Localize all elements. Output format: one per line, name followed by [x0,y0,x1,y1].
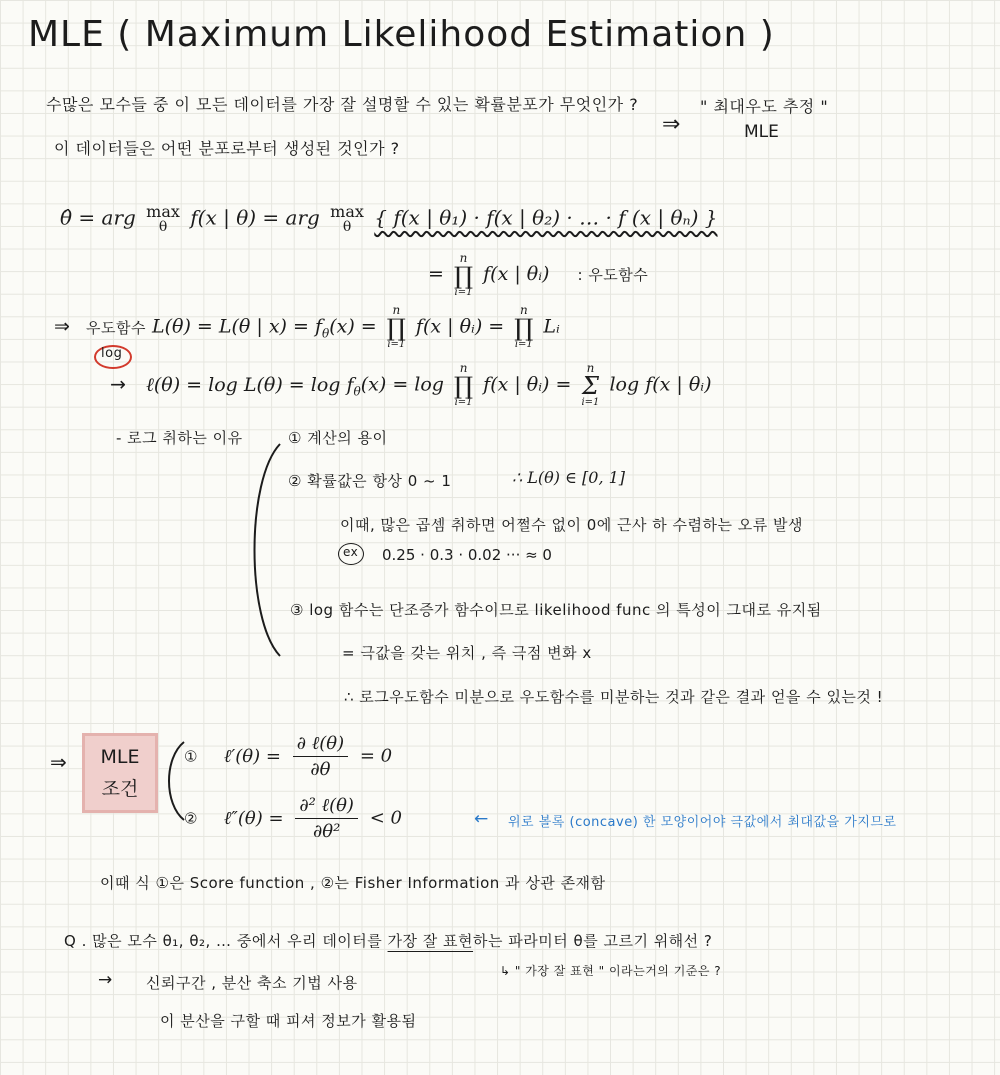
eq3-product [387,304,406,350]
reasons-header: - 로그 취하는 이유 [116,429,243,447]
eq1-max2 [330,204,364,234]
side-mle: MLE [744,122,779,142]
mle-conditions-box [82,733,158,813]
condition-1-frac-num: ∂ ℓ(θ) [293,733,348,757]
eq3-text4: Lᵢ [543,315,560,338]
reasons-brace [236,440,286,660]
eq3-theta-sub: θ [321,326,330,341]
intro-line-2: 이 데이터들은 어떤 분포로부터 생성된 것인가 ? [54,139,400,158]
condition-2 [184,795,402,842]
condition-1-lhs: ℓ′(θ) = [223,745,281,767]
equation-likelihood-product [428,252,648,298]
question-sub-note: ↳ " 가장 잘 표현 " 이라는거의 기준은 ? [500,964,722,978]
eq2-prod-sup: n [459,251,468,265]
eq1-max1 [146,204,180,234]
eq2-prod-sub: i=1 [454,287,473,298]
question-underlined: 가장 잘 표현 [387,932,474,950]
eq1-lhs: θ̂ = arg [60,205,136,230]
eq4-text4: log f(x | θᵢ) [609,373,712,396]
equation-log-likelihood [110,362,712,408]
eq3-prod-sub: i=1 [387,339,406,350]
condition-2-fraction [295,795,358,842]
concave-note-arrow: ← [474,809,489,829]
eq4-product [454,362,473,408]
equation-argmax [60,204,718,234]
eq3-text2: (x) = [329,315,377,338]
concave-note: 위로 볼록 (concave) 한 모양이어야 극값에서 최대값을 가지므로 [508,815,897,830]
eq2-eq: = [428,263,444,285]
condition-1-fraction [293,733,348,780]
eq2-body: f(x | θᵢ) [483,263,550,285]
eq4-text2: (x) = log [360,373,444,396]
condition-2-num: ② [184,809,198,828]
page-title: MLE ( Maximum Likelihood Estimation ) [28,14,775,55]
eq3-text3: f(x | θᵢ) = [415,315,505,338]
eq3-prod-sup: n [392,303,401,317]
eq1-max1-sub: θ [158,219,168,235]
eq4-prod-sub: i=1 [454,397,473,408]
eq3-prod2-op: ∏ [514,314,534,342]
eq4-arrow: → [110,373,126,396]
eq4-sum-op: Σ [581,372,599,400]
reason-2-range: ∴ L(θ) ∈ [0, 1] [512,468,626,487]
condition-2-frac-den: ∂θ² [312,821,341,842]
reason-3-detail: = 극값을 갖는 위치 , 즉 극점 변화 x [342,644,592,662]
eq3-text1: L(θ) = L(θ | x) = f [151,315,322,338]
condition-1 [184,733,392,780]
eq2-prod-op: ∏ [453,262,474,290]
eq1-max2-label: max [330,202,364,221]
reason-3: ③ log 함수는 단조증가 함수이므로 likelihood func 의 특성이 그대로 유지됨 [290,601,822,619]
question-post: 하는 파라미터 θ를 고르기 위해선 ? [473,932,713,950]
ex-tag: ex [343,545,359,559]
eq1-max1-label: max [146,202,180,221]
reason-2-example: 0.25 · 0.3 · 0.02 ··· ≈ 0 [382,546,552,564]
eq3-prod-op: ∏ [386,314,406,342]
answer-line-2: 이 분산을 구할 때 피셔 정보가 활용됨 [160,1012,417,1030]
reason-2-detail: 이때, 많은 곱셈 취하면 어쩔수 없이 0에 근사 하 수렴하는 오류 발생 [340,516,804,534]
eq4-sum-sup: n [586,361,595,375]
eq2-label: : 우도함수 [577,266,649,284]
eq3-prod2-sub: i=1 [514,339,533,350]
mle-box-line-1: MLE [100,746,140,768]
eq4-prod-op: ∏ [454,372,474,400]
eq3-product-2 [514,304,533,350]
score-fisher-line: 이때 식 ①은 Score function , ②는 Fisher Information 과 상관 존재함 [100,874,606,892]
mle-box-line-2: 조건 [101,778,139,800]
eq3-arrow: ⇒ [54,315,70,338]
eq1-max2-sub: θ [342,219,352,235]
eq1-f1: f(x | θ) = arg [190,205,320,230]
question-pre: Q . 많은 모수 θ₁, θ₂, … 중에서 우리 데이터를 [64,932,388,950]
eq4-text3: f(x | θᵢ) = [483,373,572,396]
eq4-prod-sup: n [459,361,468,375]
condition-2-frac-num: ∂² ℓ(θ) [295,795,358,819]
intro-line-1: 수많은 모수들 중 이 모든 데이터를 가장 잘 설명할 수 있는 확률분포가 무엇인가 ? [46,95,639,114]
eq2-product [454,252,473,298]
condition-1-num: ① [184,747,198,766]
condition-2-rhs: < 0 [369,807,402,829]
eq3-label: 우도함수 [85,318,146,337]
condition-1-frac-den: ∂θ [310,759,331,780]
eq3-prod2-sup: n [519,303,528,317]
answer-line-1: 신뢰구간 , 분산 축소 기법 사용 [146,974,358,992]
reason-3-conclusion: ∴ 로그우도함수 미분으로 우도함수를 미분하는 것과 같은 결과 얻을 수 있는것 ! [344,688,884,706]
eq1-rhs: { f(x | θ₁) · f(x | θ₂) · … · f (x | θₙ) } [374,205,718,230]
reason-1: ① 계산의 용이 [288,429,388,447]
equation-likelihood-function [54,304,560,350]
condition-2-lhs: ℓ″(θ) = [223,807,284,829]
conditions-arrow: ⇒ [50,750,67,774]
eq4-sum-sub: i=1 [581,397,600,408]
eq4-text1: ℓ(θ) = log L(θ) = log f [145,373,354,396]
log-tag: log [101,346,123,361]
answer-arrow: → [98,970,113,990]
intro-arrow: ⇒ [662,112,681,137]
question-line [64,930,712,951]
eq4-sum [581,362,599,408]
condition-1-rhs: = 0 [359,745,393,767]
eq4-theta-sub: θ [353,384,361,399]
side-quote: " 최대우도 추정 " [700,97,829,116]
reason-2: ② 확률값은 항상 0 ~ 1 [288,472,452,490]
